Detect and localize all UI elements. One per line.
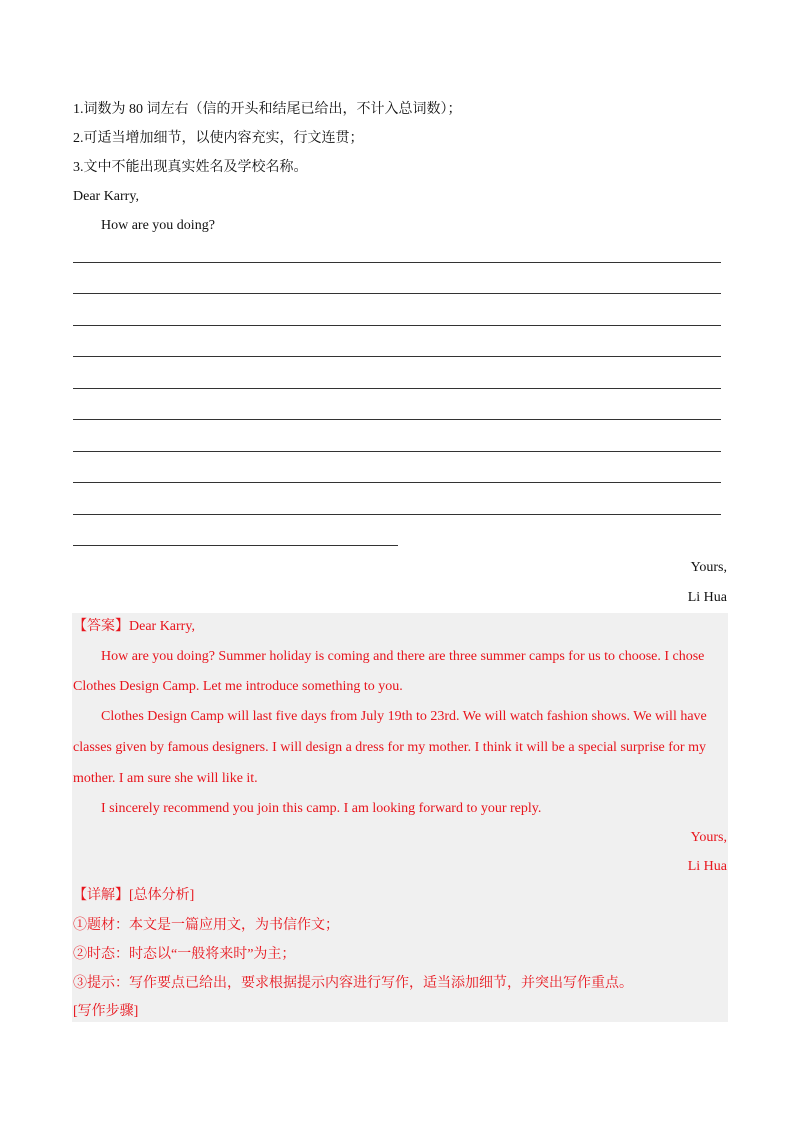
- writing-line: [73, 293, 721, 294]
- letter-closing: Yours,: [690, 560, 727, 575]
- letter-opening: How are you doing?: [101, 218, 215, 233]
- explanation-tag: 【详解】: [73, 888, 129, 903]
- answer-line: How are you doing? Summer holiday is coming and there are three summer camps for us to choose. I chose: [101, 649, 705, 664]
- requirement-1: 1.词数为 80 词左右（信的开头和结尾已给出，不计入总词数）；: [73, 102, 462, 117]
- answer-signature: Li Hua: [687, 859, 727, 874]
- explanation-title: [总体分析]: [129, 888, 195, 903]
- answer-line: Clothes Design Camp. Let me introduce something to you.: [73, 679, 403, 694]
- writing-line: [73, 325, 721, 326]
- answer-tag: 【答案】: [73, 619, 129, 634]
- answer-line: Clothes Design Camp will last five days from July 19th to 23rd. We will watch fashion shows. We will have: [101, 709, 707, 724]
- explanation-point: ①题材：本文是一篇应用文，为书信作文；: [73, 918, 339, 933]
- explanation-point: ②时态：时态以“一般将来时”为主；: [73, 947, 296, 962]
- letter-salutation: Dear Karry,: [73, 189, 139, 204]
- answer-line: classes given by famous designers. I will design a dress for my mother. I think it will be a special surprise for my: [73, 740, 706, 755]
- writing-line: [73, 451, 721, 452]
- writing-steps-heading: [写作步骤]: [73, 1004, 139, 1019]
- writing-line: [73, 356, 721, 357]
- writing-line: [73, 514, 721, 515]
- writing-line-short: [73, 545, 398, 546]
- explanation-heading: [73, 887, 194, 905]
- answer-line: I sincerely recommend you join this camp. I am looking forward to your reply.: [101, 801, 542, 816]
- requirement-2: 2.可适当增加细节，以使内容充实，行文连贯；: [73, 131, 364, 146]
- answer-closing: Yours,: [690, 830, 727, 845]
- explanation-point: ③提示：写作要点已给出，要求根据提示内容进行写作，适当添加细节，并突出写作重点。: [73, 976, 633, 991]
- writing-line: [73, 419, 721, 420]
- writing-line: [73, 262, 721, 263]
- writing-line: [73, 482, 721, 483]
- answer-salutation: Dear Karry,: [129, 619, 195, 634]
- requirement-3: 3.文中不能出现真实姓名及学校名称。: [73, 160, 308, 175]
- letter-signature: Li Hua: [687, 590, 727, 605]
- writing-line: [73, 388, 721, 389]
- answer-line: mother. I am sure she will like it.: [73, 771, 258, 786]
- answer-heading: [73, 618, 195, 636]
